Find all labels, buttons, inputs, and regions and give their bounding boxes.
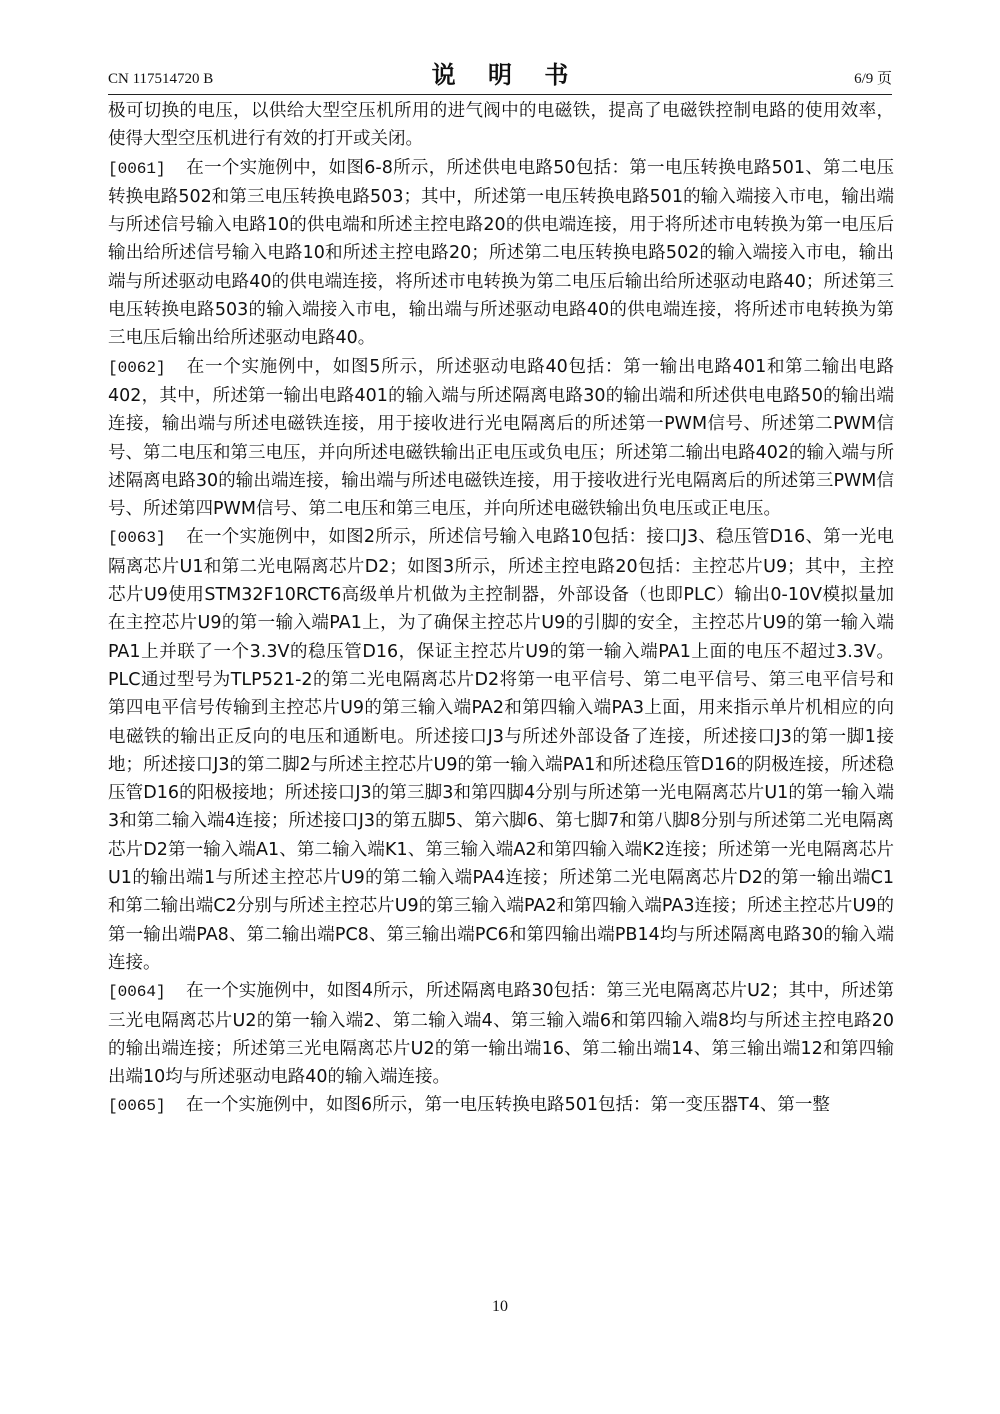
page-header	[108, 52, 892, 92]
paragraph-0064	[108, 977, 894, 1091]
paragraph-0065	[108, 1091, 894, 1120]
paragraph-text: 在一个实施例中，如图4所示，所述隔离电路30包括：第三光电隔离芯片U2；其中，所述第三光电隔离芯片U2的第一输入端2、第二输入端4、第三输入端6和第四输入端8均与所述主控电路20的输出端连接；所述第三光电隔离芯片U2的第一输出端16、第二输出端14、第三输出端12和第四输出端10均与所述驱动电路40的输入端连接。	[108, 981, 894, 1088]
paragraph-number: [0063]	[108, 529, 166, 548]
paragraph-text: 在一个实施例中，如图6所示，第一电压转换电路501包括：第一变压器T4、第一整	[186, 1095, 830, 1116]
paragraph-0062	[108, 353, 894, 524]
paragraph-number: [0062]	[108, 358, 166, 377]
page-title: 说 明 书	[431, 61, 581, 89]
paragraph-text: 在一个实施例中，如图2所示，所述信号输入电路10包括：接口J3、稳压管D16、第一光电隔离芯片U1和第二光电隔离芯片D2；如图3所示，所述主控电路20包括：主控芯片U9；其中，主控芯片U9使用STM32F10RCT6高级单片机做为主控制器，外部设备（也即PLC）输出0-10V模拟量加在主控芯片U9的第一输入端PA1上，为了确保主控芯片U9的引脚的安全，主控芯片U9的第一输入端PA1上并联了一个3.3V的稳压管D16，保证主控芯片U9的第一输入端PA1上面的电压不超过3.3V。PLC通过型号为TLP521-2的第二光电隔离芯片D2将第一电平信号、第二电平信号、第三电平信号和第四电平信号传输到主控芯片U9的第三输入端PA2和第四输入端PA3上面，用来指示单片机相应的向电磁铁的输出正反向的电压和通断电。所述接口J3与所述外部设备了连接，所述接口J3的第一脚1接地；所述接口J3的第二脚2与所述主控芯片U9的第一输入端PA1和所述稳压管D16的阴极连接，所述稳压管D16的阳极接地；所述接口J3的第三脚3和第四脚4分别与所述第一光电隔离芯片U1的第一输入端3和第二输入端4连接；所述接口J3的第五脚5、第六脚6、第七脚7和第八脚8分别与所述第二光电隔离芯片D2第一输入端A1、第二输入端K1、第三输入端A2和第四输入端K2连接；所述第一光电隔离芯片U1的输出端1与所述主控芯片U9的第二输入端PA4连接；所述第二光电隔离芯片D2的第一输出端C1和第二输出端C2分别与所述主控芯片U9的第三输入端PA2和第四输入端PA3连接；所述主控芯片U9的第一输出端PA8、第二输出端PC8、第三输出端PC6和第四输出端PB14均与所述隔离电路30的输入端连接。	[108, 527, 894, 973]
paragraph-number: [0065]	[108, 1097, 166, 1116]
header-divider	[108, 94, 892, 95]
paragraph-0063	[108, 523, 894, 977]
continuation-paragraph: 极可切换的电压，以供给大型空压机所用的进气阀中的电磁铁，提高了电磁铁控制电路的使用效率，使得大型空压机进行有效的打开或关闭。	[108, 101, 894, 150]
patent-number: CN 117514720 B	[108, 71, 214, 87]
paragraph-number: [0061]	[108, 159, 166, 178]
document-body	[108, 97, 894, 1121]
paragraph-0061	[108, 154, 894, 353]
paragraph-number: [0064]	[108, 983, 166, 1002]
paragraph-text: 在一个实施例中，如图5所示，所述驱动电路40包括：第一输出电路401和第二输出电路402，其中，所述第一输出电路401的输入端与所述隔离电路30的输出端和所述供电电路50的输出端连接，输出端与所述电磁铁连接，用于接收进行光电隔离后的所述第一PWM信号、所述第二PWM信号、第二电压和第三电压，并向所述电磁铁输出正电压或负电压；所述第二输出电路402的输入端与所述隔离电路30的输出端连接，输出端与所述电磁铁连接，用于接收进行光电隔离后的所述第三PWM信号、所述第四PWM信号、第二电压和第三电压，并向所述电磁铁输出负电压或正电压。	[108, 356, 894, 520]
paragraph-text: 在一个实施例中，如图6-8所示，所述供电电路50包括：第一电压转换电路501、第二电压转换电路502和第三电压转换电路503；其中，所述第一电压转换电路501的输入端接入市电，输出端与所述信号输入电路10的供电端和所述主控电路20的供电端连接，用于将所述市电转换为第一电压后输出给所述信号输入电路10和所述主控电路20；所述第二电压转换电路502的输入端接入市电，输出端与所述驱动电路40的供电端连接，将所述市电转换为第二电压后输出给所述驱动电路40；所述第三电压转换电路503的输入端接入市电，输出端与所述驱动电路40的供电端连接，将所述市电转换为第三电压后输出给所述驱动电路40。	[108, 157, 894, 349]
page-number: 10	[492, 1298, 508, 1315]
page-indicator: 6/9 页	[854, 71, 892, 87]
